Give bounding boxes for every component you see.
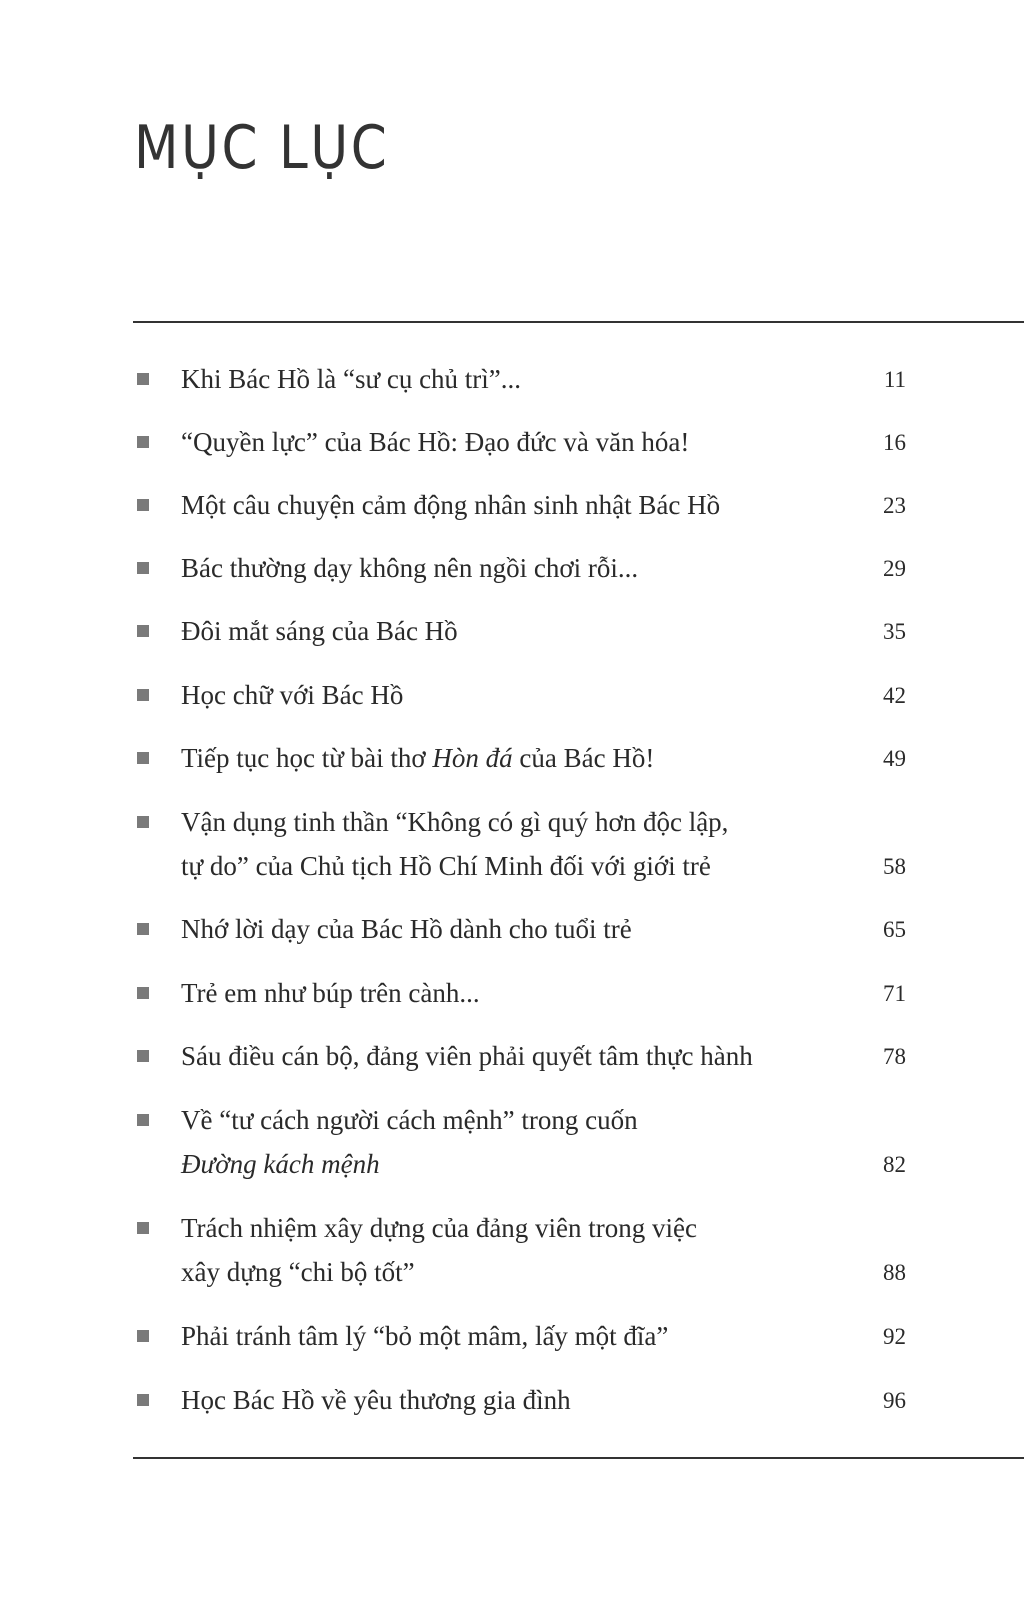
bullet-square-icon [137,1050,149,1062]
entry-title: Một câu chuyện cảm động nhân sinh nhật Bác Hồ [181,490,721,520]
entry-title-line: tự do” của Chủ tịch Hồ Chí Minh đối với giới trẻ [181,851,711,881]
bullet-square-icon [137,436,149,448]
entry-page-number: 11 [883,367,906,392]
bullet-square-icon [137,923,149,935]
entry-title [181,1098,861,1186]
entry-page-number: 65 [883,917,906,942]
poem-title: Hòn đá [432,743,513,773]
entry-page-number: 88 [883,1260,906,1285]
entry-title: Sáu điều cán bộ, đảng viên phải quyết tâm thực hành [181,1041,753,1071]
bullet-square-icon [137,499,149,511]
entry-page-number: 82 [883,1152,906,1177]
entry-title [181,1206,861,1294]
entry-title: Đôi mắt sáng của Bác Hồ [181,616,458,646]
entry-page-number: 42 [883,683,906,708]
page-title: MỤC LỤC [134,113,390,183]
entry-title: Bác thường dạy không nên ngồi chơi rỗi... [181,553,639,583]
bullet-square-icon [137,752,149,764]
entry-title-part: Tiếp tục học từ bài thơ [181,743,433,773]
entry-title-line: xây dựng “chi bộ tốt” [181,1257,415,1287]
bullet-square-icon [137,816,149,828]
entry-page-number: 78 [883,1044,906,1069]
bullet-square-icon [137,987,149,999]
entry-title: Học Bác Hồ về yêu thương gia đình [181,1385,571,1415]
entry-title: Phải tránh tâm lý “bỏ một mâm, lấy một đĩa” [181,1321,669,1351]
entry-title [181,800,861,888]
entry-page-number: 35 [883,619,906,644]
entry-title-part: của Bác Hồ! [512,743,655,773]
bullet-square-icon [137,373,149,385]
entry-title-line: Về “tư cách người cách mệnh” trong cuốn [181,1105,638,1135]
entry-title: Nhớ lời dạy của Bác Hồ dành cho tuổi trẻ [181,914,632,944]
entry-title-line: Trách nhiệm xây dựng của đảng viên trong việc [181,1213,698,1243]
bullet-square-icon [137,1114,149,1126]
entry-page-number: 96 [883,1388,906,1413]
bullet-square-icon [137,1222,149,1234]
entry-page-number: 29 [883,556,906,581]
bullet-square-icon [137,625,149,637]
entry-page-number: 49 [883,746,906,771]
bullet-square-icon [137,1330,149,1342]
bottom-divider [133,1457,1024,1459]
entry-title: “Quyền lực” của Bác Hồ: Đạo đức và văn hóa! [181,427,690,457]
entry-page-number: 23 [883,493,906,518]
entry-title: Trẻ em như búp trên cành... [181,978,480,1008]
bullet-square-icon [137,562,149,574]
entry-title: Khi Bác Hồ là “sư cụ chủ trì”... [181,364,522,394]
entry-page-number: 71 [883,981,906,1006]
bullet-square-icon [137,1394,149,1406]
entry-page-number: 58 [883,854,906,879]
entry-title: Học chữ với Bác Hồ [181,680,404,710]
book-title: Đường kách mệnh [181,1149,380,1179]
entry-title-line: Vận dụng tinh thần “Không có gì quý hơn độc lập, [181,807,729,837]
entry-title [181,736,861,780]
entry-page-number: 16 [883,430,906,455]
entry-page-number: 92 [883,1324,906,1349]
bullet-square-icon [137,689,149,701]
